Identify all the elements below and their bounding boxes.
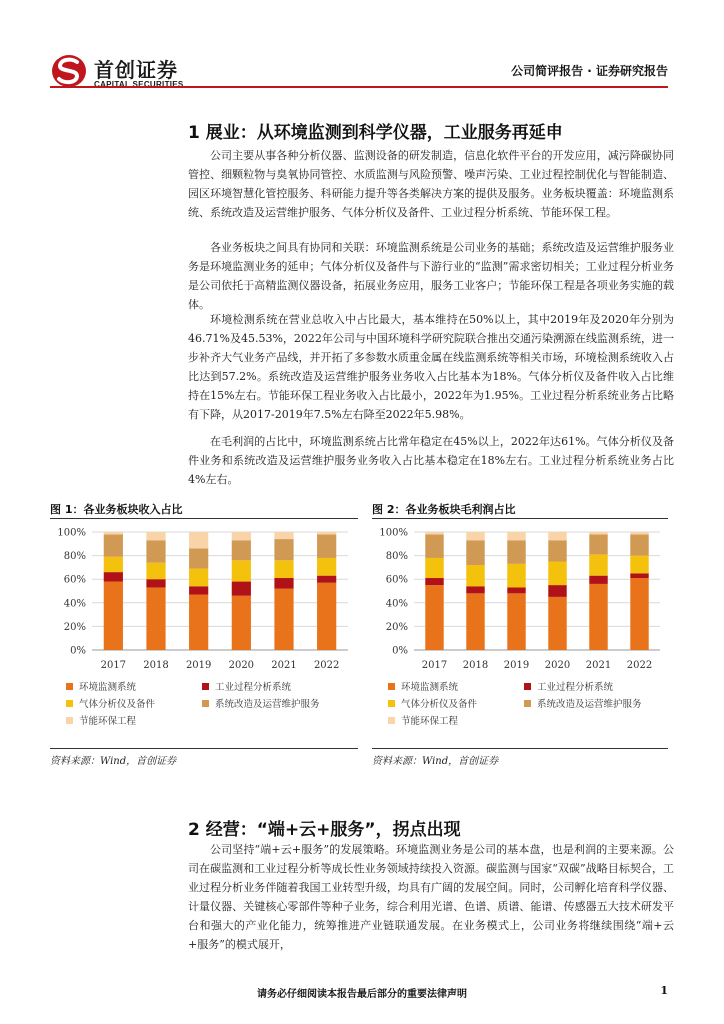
x-tick-label: 2022 [626,660,653,671]
y-tick-label: 100% [379,527,408,539]
figure-2-source: 资料来源：Wind，首创证券 [372,756,499,767]
legend-swatch [66,683,73,690]
y-tick-label: 100% [57,527,86,539]
page-number: 1 [660,984,668,997]
bar-segment [548,597,566,650]
bar-segment [189,569,208,587]
bar-segment [232,582,251,596]
bar-segment [425,532,443,534]
bar-segment [104,532,123,534]
bar-segment [317,576,336,583]
figure-1-top-rule [50,518,358,519]
y-tick-label: 20% [63,621,86,633]
section-1-paragraph-1: 公司主要从事各种分析仪器、监测设备的研发制造，信息化软件平台的开发应用，减污降碳协同管控、细颗粒物与臭氧协同管控、水质监测与风险预警、噪声污染、工业过程控制优化与智能制造、园区环境智慧化管控服务、科研能力提升等各类解决方案的提供及服务。业务板块覆盖：环境监测系统、系统改造及运营维护服务、气体分析仪及备件、工业过程分析系统、节能环保工程。 [188,149,674,219]
x-tick-label: 2021 [585,660,612,671]
bar-segment [232,540,251,560]
legend-swatch [524,683,531,690]
bar-segment [146,579,165,587]
legend-label: 环境监测系统 [79,682,137,693]
bar-segment [189,549,208,569]
bar-segment [274,560,293,578]
section-1-paragraph-3: 环境检测系统在营业总收入中占比最大，基本维持在50%以上，其中2019年及2020年分别为46.71%及45.53%，2022年公司与中国环境科学研究院联合推出交通污染溯源在线监测系统，进一步补齐大气业务产品线，并开拓了多参数水质重金属在线监测系统等相关市场，环境检测系统收入占比达到57.2%。系统改造及运营维护服务业务收入占比基本为18%。气体分析仪及备件收入占比维持在15%左右。节能环保工程业务收入占比最小，2022年为1.95%。工业过程分析系统业务占比略有下降，从2017-2019年7.5%左右降至2022年5.98%。 [188,313,674,421]
legend-swatch [388,683,395,690]
x-tick-label: 2018 [143,660,169,671]
revenue-share-chart [50,524,360,744]
bar-segment [274,539,293,560]
gross-profit-share-chart [372,524,672,744]
capital-securities-logo-icon [50,52,90,90]
bar-segment [630,573,648,578]
figure-1-bottom-rule [50,748,358,749]
bar-segment [317,534,336,558]
bar-segment [146,587,165,650]
bar-segment [466,565,484,586]
bar-segment [507,587,525,593]
bar-segment [630,556,648,574]
bar-segment [274,578,293,589]
bar-segment [507,540,525,564]
bar-segment [630,534,648,555]
bar-segment [548,540,566,561]
legend-swatch [524,700,531,707]
bar-segment [146,563,165,580]
bar-segment [548,562,566,586]
bar-segment [507,532,525,540]
bar-segment [317,583,336,650]
bar-segment [507,564,525,588]
legend-label: 系统改造及运营维护服务 [215,699,320,710]
section-1-title: 1 展业：从环境监测到科学仪器，工业服务再延申 [188,123,563,143]
bar-segment [548,585,566,597]
bar-segment [466,593,484,650]
page-header [0,0,724,100]
legend-label: 工业过程分析系统 [215,682,292,693]
y-tick-label: 20% [385,621,408,633]
bar-segment [146,532,165,540]
bar-segment [274,589,293,650]
y-tick-label: 0% [392,645,408,657]
legend-label: 气体分析仪及备件 [79,699,156,710]
legend-swatch [66,717,73,724]
legend-swatch [388,700,395,707]
x-tick-label: 2020 [228,660,255,671]
section-2-paragraph: 公司坚持“端+云+服务”的发展策略。环境监测业务是公司的基本盘，也是利润的主要来源。公司在碳监测和工业过程分析等成长性业务领域持续投入资源。碳监测与国家“双碳”战略目标契合，工业过程分析业务伴随着我国工业转型升级，均具有广阔的发展空间。同时，公司孵化培育科学仪器、计量仪器、关键核心零部件等种子业务，综合利用光谱、色谱、质谱、能谱、传感器五大技术研发平台和强大的产业化能力，统筹推进产业链联通发展。在业务模式上，公司业务将继续围绕“端+云+服务”的模式展开， [188,843,674,951]
section-1-paragraph-2: 各业务板块之间具有协同和关联：环境监测系统是公司业务的基础；系统改造及运营维护服务业务是环境监测业务的延申；气体分析仪及备件与下游行业的“监测”需求密切相关；工业过程分析业务是公司依托于高精监测仪器设备，拓展业务应用，服务工业客户；节能环保工程是各项业务实施的载体。 [188,241,674,311]
y-tick-label: 40% [63,598,86,610]
y-tick-label: 60% [63,574,86,586]
bar-segment [507,593,525,650]
y-tick-label: 0% [70,645,86,657]
bar-segment [189,532,208,549]
figure-2-top-rule [372,518,668,519]
bar-segment [466,586,484,593]
legend-label: 节能环保工程 [401,716,459,727]
x-tick-label: 2022 [313,660,340,671]
bar-segment [630,578,648,650]
x-tick-label: 2021 [271,660,297,671]
section-1-paragraph-4: 在毛利润的占比中，环境监测系统占比常年稳定在45%以上，2022年达61%。气体分析仪及备件业务和系统改造及运营维护服务业务收入占比基本稳定在18%左右。工业过程分析系统业务占比4%左右。 [188,435,674,486]
legend-swatch [202,700,209,707]
legend-label: 系统改造及运营维护服务 [537,699,642,710]
figure-1-label: 图 1：各业务板块收入占比 [50,503,183,516]
y-tick-label: 80% [63,551,86,563]
bar-segment [466,540,484,565]
bar-segment [589,532,607,534]
bar-segment [104,582,123,650]
legal-disclaimer: 请务必仔细阅读本报告最后部分的重要法律声明 [257,989,467,1000]
x-tick-label: 2020 [544,660,571,671]
report-type-label: 公司简评报告 · 证券研究报告 [511,64,668,78]
bar-segment [146,540,165,562]
bar-segment [189,595,208,650]
legend-swatch [388,717,395,724]
bar-segment [589,534,607,554]
x-tick-label: 2019 [503,660,530,671]
legend-label: 环境监测系统 [401,682,459,693]
bar-segment [104,557,123,572]
bar-segment [589,576,607,584]
y-tick-label: 60% [385,574,408,586]
bar-segment [425,558,443,578]
bar-segment [317,558,336,576]
bar-segment [589,554,607,575]
bar-segment [232,596,251,650]
logo-text-en: CAPITAL SECURITIES [94,80,184,89]
x-tick-label: 2017 [421,660,448,671]
bar-segment [548,532,566,540]
x-tick-label: 2017 [100,660,127,671]
bar-segment [425,534,443,558]
logo-text-cn: 首创证券 [94,58,178,82]
bar-segment [630,532,648,534]
bar-segment [425,585,443,650]
y-tick-label: 40% [385,598,408,610]
legend-label: 气体分析仪及备件 [401,699,478,710]
bar-segment [425,578,443,585]
bar-segment [466,532,484,540]
figure-2-label: 图 2：各业务板块毛利润占比 [372,503,516,516]
legend-swatch [66,700,73,707]
figure-2-bottom-rule [372,748,668,749]
bar-segment [104,534,123,556]
section-2-title: 2 经营：“端+云+服务”，拐点出现 [188,820,461,840]
bar-segment [589,584,607,650]
x-tick-label: 2018 [462,660,489,671]
bar-segment [104,572,123,581]
bar-segment [232,560,251,581]
y-tick-label: 80% [385,551,408,563]
bar-segment [317,532,336,534]
legend-label: 节能环保工程 [79,716,137,727]
x-tick-label: 2019 [185,660,212,671]
bar-segment [232,532,251,540]
header-divider [50,86,668,88]
bar-segment [274,532,293,539]
legend-label: 工业过程分析系统 [537,682,614,693]
figure-1-source: 资料来源：Wind，首创证券 [50,756,177,767]
bar-segment [189,586,208,594]
legend-swatch [202,683,209,690]
